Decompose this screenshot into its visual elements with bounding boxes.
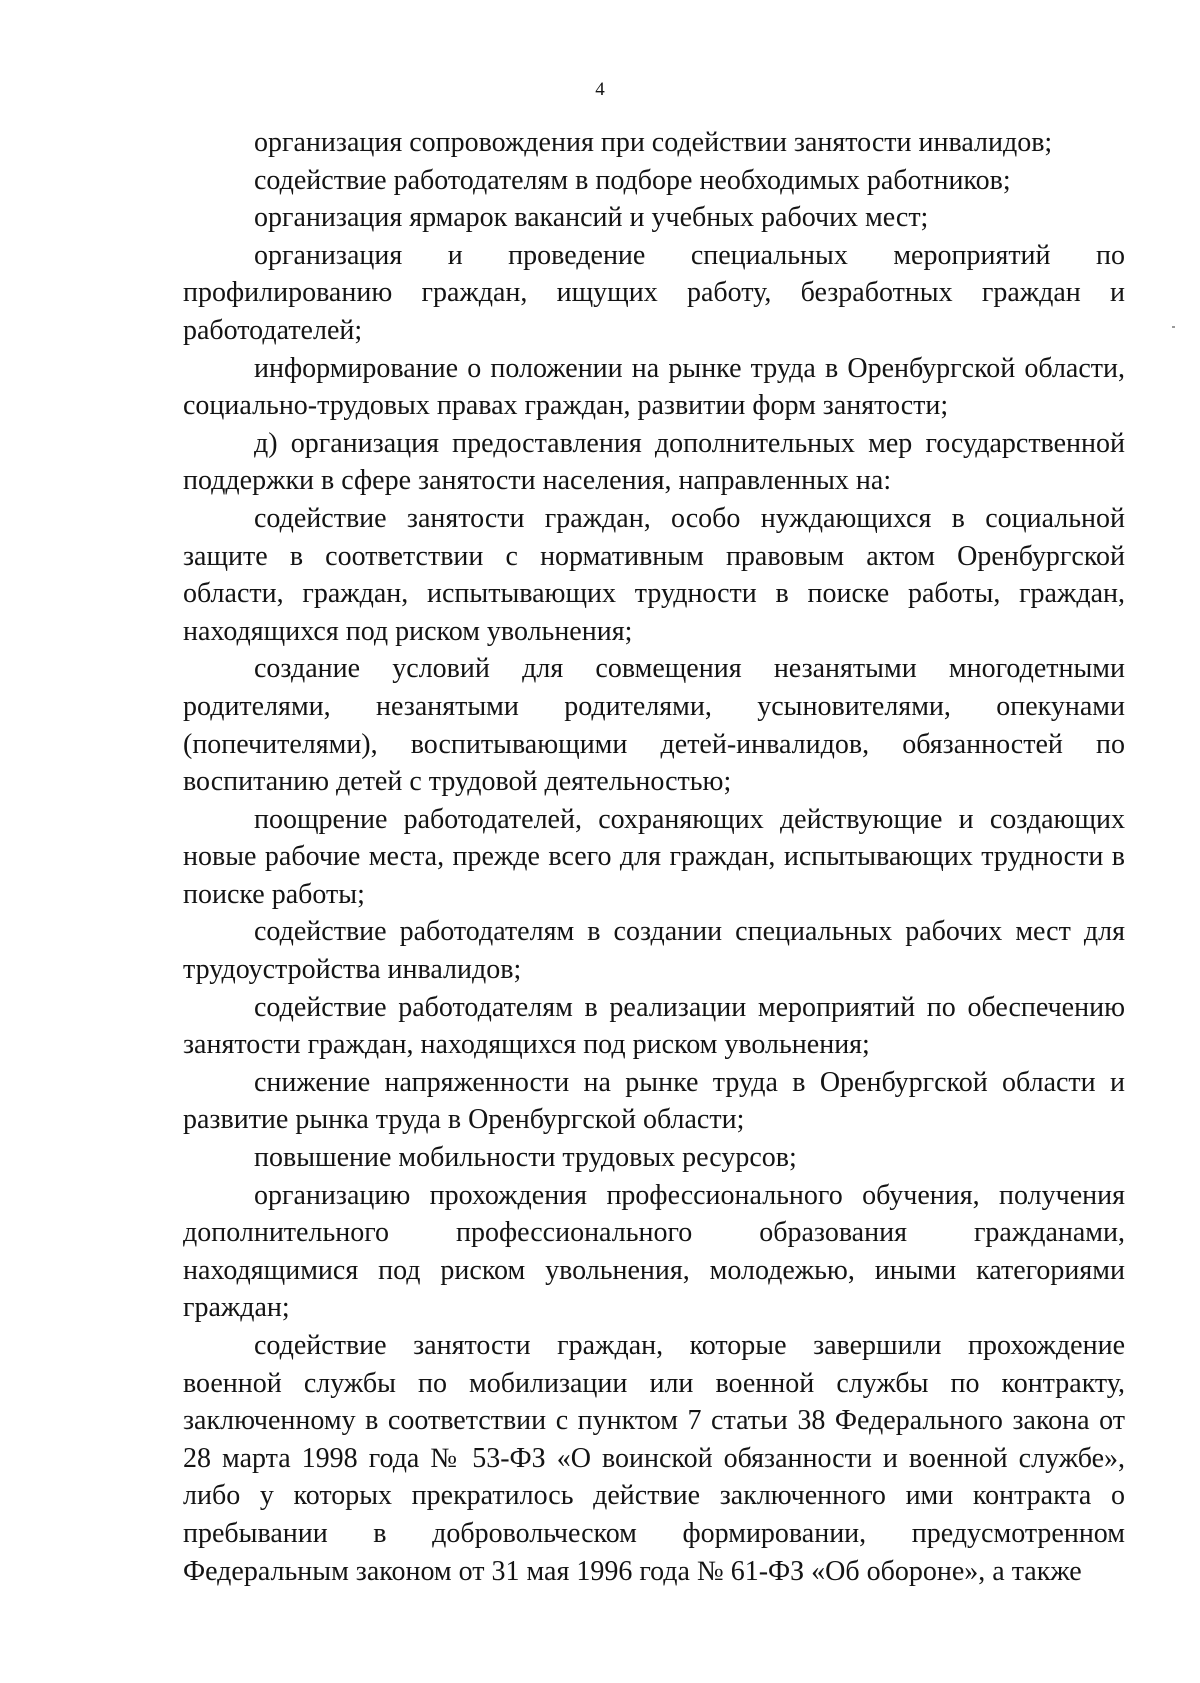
paragraph: поощрение работодателей, сохраняющих действующие и создающих новые рабочие места, прежде всего для граждан, испытывающих трудности в поиске работы; xyxy=(183,803,1125,910)
paragraph: содействие работодателям в создании специальных рабочих мест для трудоустройства инвалидов; xyxy=(183,916,1125,986)
scan-artifact xyxy=(1172,326,1175,328)
document-body xyxy=(183,124,1125,1590)
paragraph: организация сопровождения при содействии занятости инвалидов; xyxy=(254,127,1053,158)
paragraph: снижение напряженности на рынке труда в Оренбургской области и развитие рынка труда в Оренбургской области; xyxy=(183,1066,1125,1136)
paragraph: содействие занятости граждан, особо нуждающихся в социальной защите в соответствии с нормативным правовым актом Оренбургской области, граждан, испытывающих трудности в поиске работы, граждан, находящихся под риском увольнения; xyxy=(183,502,1125,647)
paragraph: д) организация предоставления дополнительных мер государственной поддержки в сфере занятости населения, направленных на: xyxy=(183,427,1125,497)
paragraph: содействие работодателям в подборе необходимых работников; xyxy=(254,164,1011,196)
paragraph: организация ярмарок вакансий и учебных рабочих мест; xyxy=(254,202,929,234)
paragraph: повышение мобильности трудовых ресурсов; xyxy=(254,1142,797,1174)
paragraph: организация и проведение специальных мероприятий по профилированию граждан, ищущих работу, безработных граждан и работодателей; xyxy=(183,239,1125,346)
paragraph: создание условий для совмещения незанятыми многодетными родителями, незанятыми родителями, усыновителями, опекунами (попечителями), воспитывающими детей-инвалидов, обязанностей по воспитанию детей с трудовой деятельностью; xyxy=(183,653,1125,798)
paragraph: содействие занятости граждан, которые завершили прохождение военной службы по мобилизации или военной службы по контракту, заключенному в соответствии с пунктом 7 статьи 38 Федерального закона от 28 марта 1998 года № 53-ФЗ «О воинской обязанности и военной службе», либо у которых прекратилось действие заключенного ими контракта о пребывании в добровольческом формировании, предусмотренном Федеральным законом от 31 мая 1996 года № 61-ФЗ «Об обороне», а также xyxy=(183,1330,1125,1587)
page-number: 4 xyxy=(595,79,605,100)
paragraph: содействие работодателям в реализации мероприятий по обеспечению занятости граждан, находящихся под риском увольнения; xyxy=(183,991,1125,1061)
paragraph: организацию прохождения профессионального обучения, получения дополнительного профессионального образования гражданами, находящимися под риском увольнения, молодежью, иными категориями граждан; xyxy=(183,1179,1125,1324)
paragraph: информирование о положении на рынке труда в Оренбургской области, социально-трудовых правах граждан, развитии форм занятости; xyxy=(183,352,1125,422)
